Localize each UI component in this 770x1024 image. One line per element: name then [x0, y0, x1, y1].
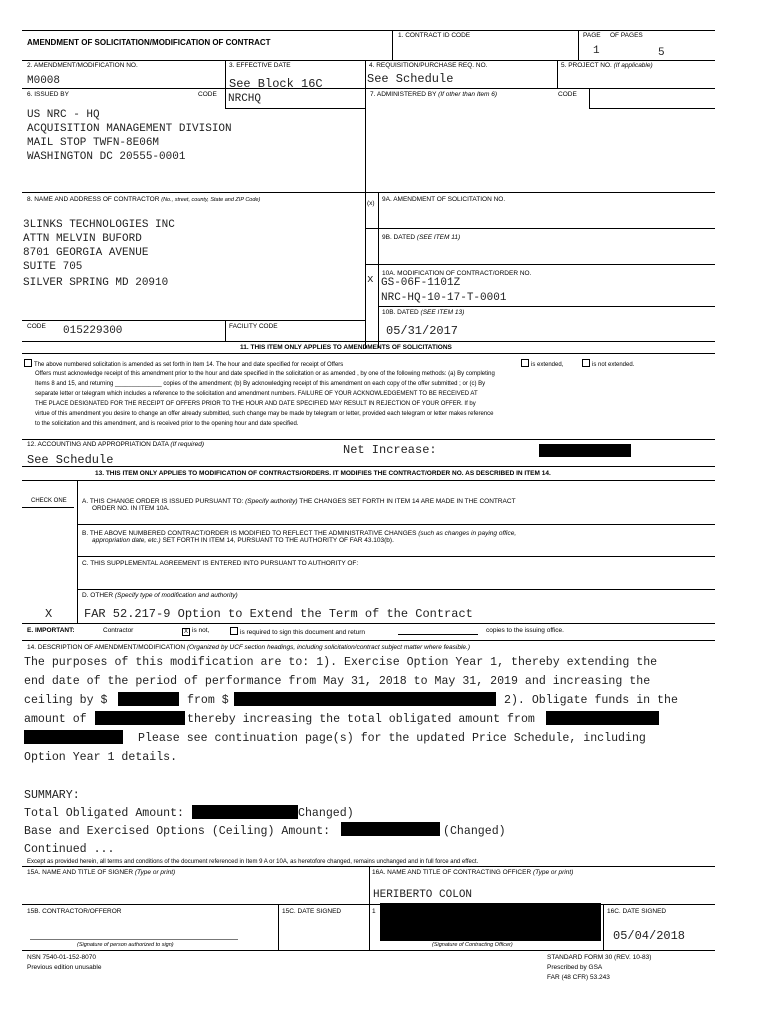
item-13b-line-2: appropriation date, etc.) SET FORTH IN ITEM 14, PURSUANT TO THE AUTHORITY OF FAR 43.103(b). [92, 537, 394, 544]
item-11-line-1: The above numbered solicitation is amended as set forth in Item 14. The hour and date specified for receipt of Offers [24, 359, 343, 369]
issued-code: NRCHQ [228, 93, 262, 105]
net-increase-redaction [539, 444, 631, 457]
of-pages-label: OF PAGES [610, 32, 643, 39]
facility-code-label: FACILITY CODE [229, 323, 278, 330]
contractor-line-3: 8701 GEORGIA AVENUE [23, 247, 149, 259]
amendment-no-label: 2. AMENDMENT/MODIFICATION NO. [27, 62, 138, 69]
prescribed-by: Prescribed by GSA [547, 964, 603, 971]
description-line-3a: ceiling by $ [24, 694, 108, 707]
description-line-3c: 2). Obligate funds in the [504, 694, 678, 707]
total-obligated-label: Total Obligated Amount: [24, 807, 185, 820]
item-13a-line-2: ORDER NO. IN ITEM 10A. [92, 505, 170, 512]
item-13d: D. OTHER (Specify type of modification and authority) [82, 592, 238, 599]
item-12-label: 12. ACCOUNTING AND APPROPRIATION DATA (If required) [27, 441, 205, 448]
item-16c-label: 16C. DATE SIGNED [607, 908, 667, 915]
item-11-text-2: Items 8 and 15, and returning ______________ copies of the amendment; (b) By acknowledging receipt of this amendment on each copy of the offer submitted ; or (c) By [35, 381, 486, 387]
item-11-text-6: to the solicitation and this amendment, and is received prior to the opening hour and date specified. [35, 421, 299, 427]
item-10a-checkbox[interactable]: x [367, 274, 374, 286]
contractor-line-5: SILVER SPRING MD 20910 [23, 277, 169, 289]
issued-by-label: 6. ISSUED BY [27, 91, 69, 98]
item-11-not-extended[interactable]: is not extended. [582, 359, 634, 369]
contractor-line-2: ATTN MELVIN BUFORD [23, 233, 142, 245]
important-contractor: Contractor [103, 627, 134, 634]
admin-by-label: 7. ADMINISTERED BY (If other than Item 6) [370, 91, 498, 98]
x-column-label: (x) [367, 200, 375, 207]
effective-date: See Block 16C [229, 77, 323, 91]
item-11-text-4: THE PLACE DESIGNATED FOR THE RECEIPT OF OFFERS PRIOR TO THE HOUR AND DATE SPECIFIED MAY RESULT IN REJECTION OF YOUR OFFER. If by [35, 401, 476, 407]
except-line: Except as provided herein, all terms and conditions of the document referenced in Item 9 A or 10A, as heretofore changed, remains unchanged and in full force and effect. [27, 859, 479, 865]
item-15c-label: 15C. DATE SIGNED [282, 908, 342, 915]
item-13b: B. THE ABOVE NUMBERED CONTRACT/ORDER IS MODIFIED TO REFLECT THE ADMINISTRATIVE CHANGES (such as changes in paying office, [82, 530, 517, 537]
issued-code-label: CODE [198, 91, 217, 98]
important-copies: copies to the issuing office. [486, 627, 564, 634]
check-one-label: CHECK ONE [31, 498, 67, 504]
item-16a-label: 16A. NAME AND TITLE OF CONTRACTING OFFICER (Type or print) [372, 869, 574, 876]
item-9a-label: 9A. AMENDMENT OF SOLICITATION NO. [382, 196, 506, 203]
item-16b-label: 1 [372, 908, 376, 915]
effective-date-label: 3. EFFECTIVE DATE [229, 62, 291, 69]
description-line-5: Please see continuation page(s) for the updated Price Schedule, including [138, 732, 646, 745]
redaction-base-exercised [341, 822, 440, 836]
issuer-line-2: ACQUISITION MANAGEMENT DIVISION [27, 123, 232, 135]
item-13d-checkbox[interactable]: X [45, 607, 53, 621]
redaction-total-obligated [192, 805, 298, 819]
item-13c: C. THIS SUPPLEMENTAL AGREEMENT IS ENTERED INTO PURSUANT TO AUTHORITY OF: [82, 560, 359, 567]
contractor-line-4: SUITE 705 [23, 261, 83, 273]
form-title: AMENDMENT OF SOLICITATION/MODIFICATION OF CONTRACT [27, 38, 271, 47]
important-is-not[interactable]: X is not, [183, 627, 210, 635]
redaction-obligate-amount [95, 711, 185, 725]
base-exercised-changed: (Changed) [443, 825, 506, 838]
description-line-4b: thereby increasing the total obligated amount from [187, 713, 535, 726]
summary-label: SUMMARY: [24, 789, 80, 802]
important-label: E. IMPORTANT: [27, 627, 75, 634]
redaction-obligated-to [24, 730, 123, 744]
previous-edition: Previous edition unusable [27, 964, 102, 971]
contracting-officer-signature-redaction [380, 903, 601, 941]
item-14-label: 14. DESCRIPTION OF AMENDMENT/MODIFICATION (Organized by UCF section headings, including solicitation/contract subject matter where feasible.) [27, 644, 471, 651]
issuer-line-4: WASHINGTON DC 20555-0001 [27, 151, 186, 163]
far-reference: FAR (48 CFR) 53.243 [547, 974, 610, 981]
item-16a-value: HERIBERTO COLON [373, 889, 473, 901]
item-10a-value-2: NRC-HQ-10-17-T-0001 [381, 292, 507, 304]
project-no-label: 5. PROJECT NO. (If applicable) [561, 62, 653, 69]
signature-officer-note: (Signature of Contracting Officer) [432, 942, 513, 948]
total-pages: 5 [658, 47, 665, 59]
description-line-2: end date of the period of performance from May 31, 2018 to May 31, 2019 and increasing the [24, 675, 651, 688]
item-9b-label: 9B. DATED (SEE ITEM 11) [382, 234, 461, 241]
requisition-value: See Schedule [367, 72, 454, 86]
important-is-required[interactable]: is required to sign this document and return [230, 627, 365, 637]
redaction-obligated-from [546, 711, 659, 725]
item-13-header: 13. THIS ITEM ONLY APPLIES TO MODIFICATION OF CONTRACTS/ORDERS. IT MODIFIES THE CONTRACT/ORDER NO. AS DESCRIBED IN ITEM 14. [95, 470, 551, 477]
item-11-extended[interactable]: is extended, [521, 359, 563, 369]
item-11-header: 11. THIS ITEM ONLY APPLIES TO AMENDMENTS OF SOLICITATIONS [240, 344, 452, 351]
item-11-text-1: Offers must acknowledge receipt of this amendment prior to the hour and date specified in the solicitation or as amended , by one of the following methods: (a) By completing [35, 371, 495, 377]
item-10b-label: 10B. DATED (SEE ITEM 13) [382, 309, 465, 316]
contractor-code: 015229300 [63, 325, 123, 337]
nsn: NSN 7540-01-152-8070 [27, 954, 97, 961]
item-15b-label: 15B. CONTRACTOR/OFFEROR [27, 908, 122, 915]
item-16c-value: 05/04/2018 [613, 929, 686, 943]
signature-person-note: (Signature of person authorized to sign) [77, 942, 174, 948]
redaction-ceiling-from [234, 692, 496, 706]
base-exercised-label: Base and Exercised Options (Ceiling) Amount: [24, 825, 331, 838]
item-10a-label: 10A. MODIFICATION OF CONTRACT/ORDER NO. [382, 270, 532, 277]
page-label: PAGE [583, 32, 601, 39]
contractor-code-label: CODE [27, 323, 46, 330]
description-line-6: Option Year 1 details. [24, 751, 178, 764]
issuer-line-3: MAIL STOP TWFN-8E06M [27, 137, 160, 149]
amendment-no: M0008 [27, 75, 61, 87]
description-line-4a: amount of [24, 713, 87, 726]
item-13d-value: FAR 52.217-9 Option to Extend the Term of the Contract [84, 607, 473, 621]
item-15a-label: 15A. NAME AND TITLE OF SIGNER (Type or print) [27, 869, 176, 876]
item-11-text-5: virtue of this amendment you desire to change an offer already submitted, such change may be made by telegram or letter, provided each telegram or letter makes reference [35, 411, 494, 417]
redaction-ceiling-increase [118, 692, 179, 706]
standard-form: STANDARD FORM 30 (REV. 10-83) [547, 954, 652, 961]
item-12-value: See Schedule [27, 453, 114, 467]
item-11-text-3: separate letter or telegram which includes a reference to the solicitation and amendment numbers. FAILURE OF YOUR ACKNOWLEDGEMENT TO BE RECEIVED AT [35, 391, 478, 397]
contract-id-label: 1. CONTRACT ID CODE [398, 32, 471, 39]
item-13a: A. THIS CHANGE ORDER IS ISSUED PURSUANT TO: (Specify authority) THE CHANGES SET FORTH IN ITEM 14 ARE MADE IN THE CONTRACT [82, 498, 516, 505]
admin-code-label: CODE [558, 91, 577, 98]
contractor-line-1: 3LINKS TECHNOLOGIES INC [23, 219, 175, 231]
description-line-1: The purposes of this modification are to: 1). Exercise Option Year 1, thereby extending the [24, 656, 658, 669]
continued-label: Continued ... [24, 843, 115, 856]
issuer-line-1: US NRC - HQ [27, 109, 100, 121]
total-obligated-changed: Changed) [298, 807, 354, 820]
item-10b-value: 05/31/2017 [386, 324, 459, 338]
item-10a-value-1: GS-06F-1101Z [381, 277, 461, 289]
page-number: 1 [593, 45, 600, 57]
requisition-label: 4. REQUISITION/PURCHASE REQ. NO. [369, 62, 488, 69]
net-increase-label: Net Increase: [343, 443, 437, 457]
contractor-label: 8. NAME AND ADDRESS OF CONTRACTOR (No., street, county, State and ZIP Code) [27, 196, 261, 203]
description-line-3b: from $ [187, 694, 229, 707]
